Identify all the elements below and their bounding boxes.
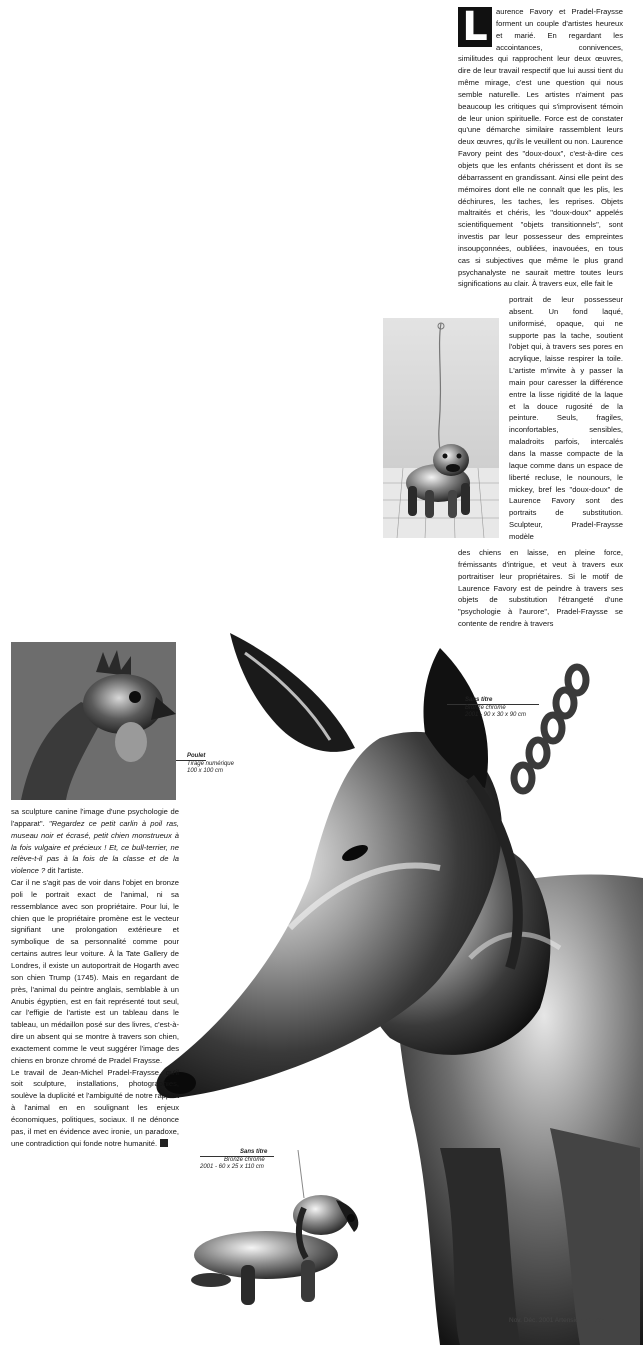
poulet-caption [187, 753, 234, 776]
caption-line: Tirage numérique [187, 760, 234, 767]
poulet-chicken-photo [11, 642, 176, 800]
intro-paragraph [458, 6, 623, 290]
text-span: Le travail de Jean-Michel Pradel-Fraysse, qu'il soit sculpture, installations, photographies, soulève la duplicité et l'ambiguïté de notre rapport à l'animal en en soulignant les enjeux économiques, politiques, sociaux. Il ne dénonce pas, il met en évidence avec ironie, un paradoxe, une contradiction qui fonde notre humanité. [11, 1067, 179, 1148]
caption-line: 2001 - 60 x 25 x 110 cm [200, 1164, 264, 1170]
column-end-text: des chiens en laisse, en pleine force, frémissants d'intrigue, et veut à travers eux portraitiser leur propriétaires. Si le motif de Laurence Favory est de peindre à travers ses objets de substitution l'étrangeté d'une "psychologie à l'aurore", Pradel-Fraysse se contente de rendre à travers [458, 548, 623, 629]
drop-cap: L [458, 7, 492, 47]
paragraph: Car il ne s'agit pas de voir dans l'objet en bronze poli le portrait exact de l'animal, ni sa ressemblance avec son propriétaire. Pour lui, le chien que le propriétaire promène est le vecteur signifiant une prolongation extérieure et symbolique de sa personnalité comme pour certains autres leur voiture. À la Tate Gallery de Londres, il existe un autoportrait de Hogarth avec son chien Trump (1745). Mais en regardant de près, l'animal du peintre anglais, semblable à un Anubis égyptien, est en fait représenté tout seul, car l'effigie de l'artiste est un tableau dans le tableau, un médaillon posé sur des livres, c'est-à-dire un absent qui se montre à travers son chien, exactement comme le veut suggérer l'image des chiens en bronze chromé de Pradel Fraysse. [11, 878, 179, 1065]
paragraph [11, 806, 179, 877]
narrow-column-text: portrait de leur possesseur absent. Un fond laqué, uniformisé, opaque, qui ne supporte pas la tache, soutient l'objet qui, à travers ses pores en acrylique, laisse respirer la toile. L'artiste m'invite à y passer la main pour caresser la différence entre la lisse rigidité de la laque et la douce rugosité de la peinture. Seuls, fragiles, inconfortables, sensibles, maladroits parfois, intercalés dans la masse compacte de la laque comme dans un espace de liberté recluse, le nounours, le mickey, bref les "doux-doux" de Laurence Favory sont des portraits de substitution. Sculpteur, Pradel-Fraysse modèle [509, 295, 623, 541]
intro-text: aurence Favory et Pradel-Fraysse forment un couple d'artistes heureux et marié. En regardant les accointances, connivences, similitudes qui rapprochent leur deux œuvres, dire de leur travail respectif que lui aussi tient du même mirage, c'est une question qui nous semble naturelle. Les artistes n'aiment pas beaucoup les critiques qui s'improvisent témoin de leur union spirituelle. Force est de constater qu'une démarche similaire rassemblent leurs deux œuvres, qu'ils le veuillent ou non. Laurence Favory peint des "doux-doux", c'est-à-dire ces objets que les enfants chérissent et dont ils se débarrassent en grandissant. Ainsi elle peint des mémoires dont elle ne connaît que les plis, les déchirures, les taches, les reprises. Objets maltraités et chéris, les "doux-doux" appelés scientifiquement "objets transitionnels", sont investis par leur possesseur des empreintes insoupçonnées, oubliées, inavouées, en tous cas si subjectives que même le plus grand psychanalyste ne saurait mettre toutes leurs significations au clair. À travers eux, elle fait le [458, 7, 623, 289]
caption-title: Sans titre [240, 1149, 268, 1155]
text-span: dit l'artiste. [45, 866, 84, 876]
pug-sculpture-photo [383, 318, 499, 538]
caption-line: 2001 - 90 x 30 x 90 cm [465, 712, 527, 718]
caption-line: Bronze chromé [465, 704, 506, 711]
basset-sculpture-photo [186, 1150, 366, 1310]
caption-line: 100 x 100 cm [187, 768, 224, 774]
text-span: sa sculpture canine l'image d'une psychologie de l'apparat". [11, 807, 179, 828]
caption-title: Poulet [187, 753, 206, 759]
quote-text: "Regardez ce petit carlin à poil ras, museau noir et écrasé, petit chien monstrueux à la fois vulgaire et précieux ! Et, ce bull-terrier, ne relève-t-il pas à la fois de la classe et de la violence ? [11, 818, 179, 876]
page-footer: Nov. Déc. 2001 Artension n° 1/35 [509, 1317, 605, 1324]
paragraph [11, 1067, 179, 1150]
end-mark [160, 1139, 168, 1147]
bullterrier-caption [465, 697, 526, 720]
basset-caption [200, 1149, 267, 1172]
caption-line: Bronze chromé [224, 1156, 265, 1163]
bottom-column-text [11, 806, 179, 1149]
caption-title: Sans titre [465, 697, 493, 703]
